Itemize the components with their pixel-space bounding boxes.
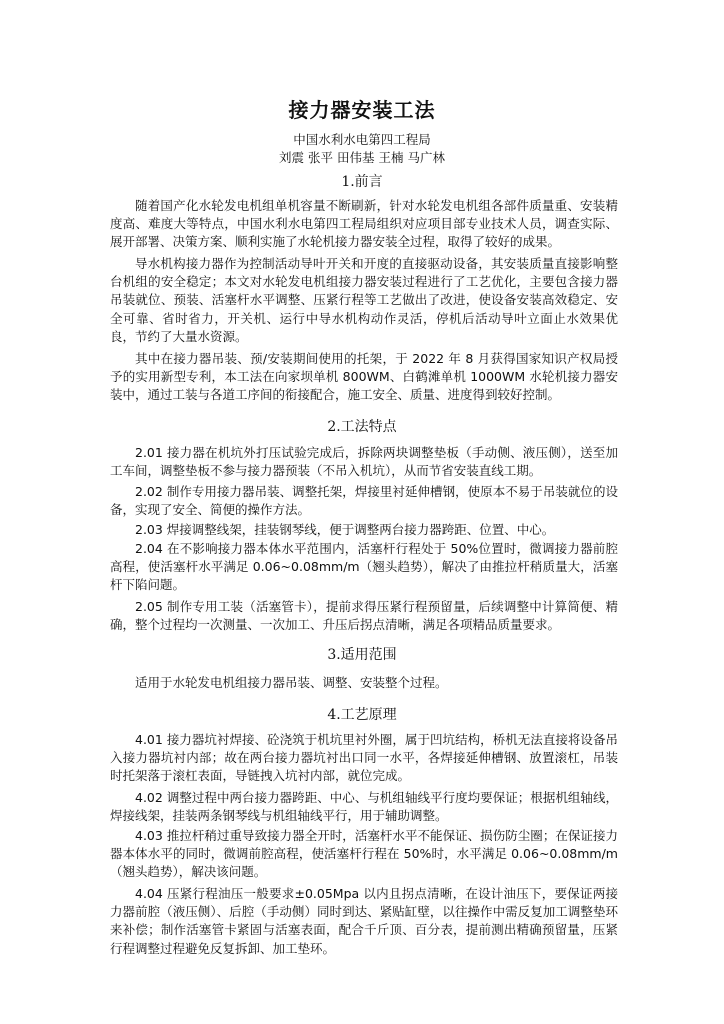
paragraph: 4.02 调整过程中两台接力器跨距、中心、与机组轴线平行度均要保证；根据机组轴线，焊接线架，挂装两条钢琴线与机组轴线平行，用于辅助调整。 bbox=[110, 790, 618, 824]
paragraph: 2.05 制作专用工装（活塞管卡），提前求得压紧行程预留量，后续调整中计算简便、精确，整个过程均一次测量、一次加工、升压后拐点清晰，满足各项精品质量要求。 bbox=[110, 599, 618, 633]
paragraph: 随着国产化水轮发电机组单机容量不断刷新，针对水轮发电机组各部件质量重、安装精度高、难度大等特点，中国水利水电第四工程局组织对应项目部专业技术人员，调查实际、展开部署、决策方案、顺利实施了水轮机接力器安装全过程，取得了较好的成果。 bbox=[110, 198, 618, 250]
paragraph: 4.04 压紧行程油压一般要求±0.05Mpa 以内且拐点清晰，在设计油压下，要保证两接力器前腔（液压侧）、后腔（手动侧）同时到达、紧贴缸壁，以往操作中需反复加工调整垫环来补偿；制作活塞管卡紧固与活塞表面，配合千斤顶、百分表，提前测出精确预留量，压紧行程调整过程避免反复拆卸、加工垫环。 bbox=[110, 886, 618, 956]
paragraph: 其中在接力器吊装、预/安装期间使用的托架，于 2022 年 8 月获得国家知识产权局授予的实用新型专利，本工法在向家坝单机 800WM、白鹤滩单机 1000WM 水轮机接力器安装中，通过工装与各道工序间的衔接配合，施工安全、质量、进度得到较好控制。 bbox=[110, 351, 618, 403]
paragraph: 2.04 在不影响接力器本体水平范围内，活塞杆行程处于 50%位置时，微调接力器前腔高程，使活塞杆水平满足 0.06~0.08mm/m（翘头趋势），解决了由推拉杆稍质量大，活塞杆下陷问题。 bbox=[110, 541, 618, 593]
document-title: 接力器安装工法 bbox=[288, 98, 436, 122]
paragraph: 2.02 制作专用接力器吊装、调整托架，焊接里衬延伸槽钢，使原本不易于吊装就位的设备，实现了安全、简便的操作方法。 bbox=[110, 484, 618, 518]
paragraph: 2.01 接力器在机坑外打压试验完成后，拆除两块调整垫板（手动侧、液压侧），送至加工车间，调整垫板不参与接力器预装（不吊入机坑），从而节省安装直线工期。 bbox=[110, 445, 618, 479]
paragraph: 2.03 焊接调整线架，挂装钢琴线，便于调整两台接力器跨距、位置、中心。 bbox=[135, 522, 555, 537]
paragraph: 导水机构接力器作为控制活动导叶开关和开度的直接驱动设备，其安装质量直接影响整台机组的安全稳定；本文对水轮发电机组接力器安装过程进行了工艺优化，主要包含接力器吊装就位、预装、活塞杆水平调整、压紧行程等工艺做出了改进，使设备安装高效稳定、安全可靠、省时省力，开关机、运行中导水机构动作灵活，停机后活动导叶立面止水效果优良，节约了大量水资源。 bbox=[110, 256, 618, 344]
section-heading-features: 2.工法特点 bbox=[327, 419, 397, 435]
organization: 中国水利水电第四工程局 bbox=[293, 132, 431, 147]
section-heading-scope: 3.适用范围 bbox=[327, 647, 397, 663]
paragraph: 适用于水轮发电机组接力器吊装、调整、安装整个过程。 bbox=[135, 675, 448, 690]
paragraph: 4.01 接力器坑衬焊接、砼浇筑于机坑里衬外圈，属于凹坑结构，桥机无法直接将设备吊入接力器坑衬内部；故在两台接力器坑衬出口同一水平，各焊接延伸槽钢、放置滚杠，吊装时托架落于滚杠表面，导链拽入坑衬内部，就位完成。 bbox=[110, 732, 618, 784]
paragraph: 4.03 推拉杆稍过重导致接力器全开时，活塞杆水平不能保证、损伤防尘圈；在保证接力器本体水平的同时，微调前腔高程，使活塞杆行程在 50%时，水平满足 0.06~0.08mm/m（翘头趋势），解决该问题。 bbox=[110, 828, 618, 880]
section-heading-preface: 1.前言 bbox=[341, 174, 383, 190]
authors: 刘震 张平 田伟基 王楠 马广林 bbox=[279, 150, 445, 165]
section-heading-principle: 4.工艺原理 bbox=[327, 707, 397, 723]
